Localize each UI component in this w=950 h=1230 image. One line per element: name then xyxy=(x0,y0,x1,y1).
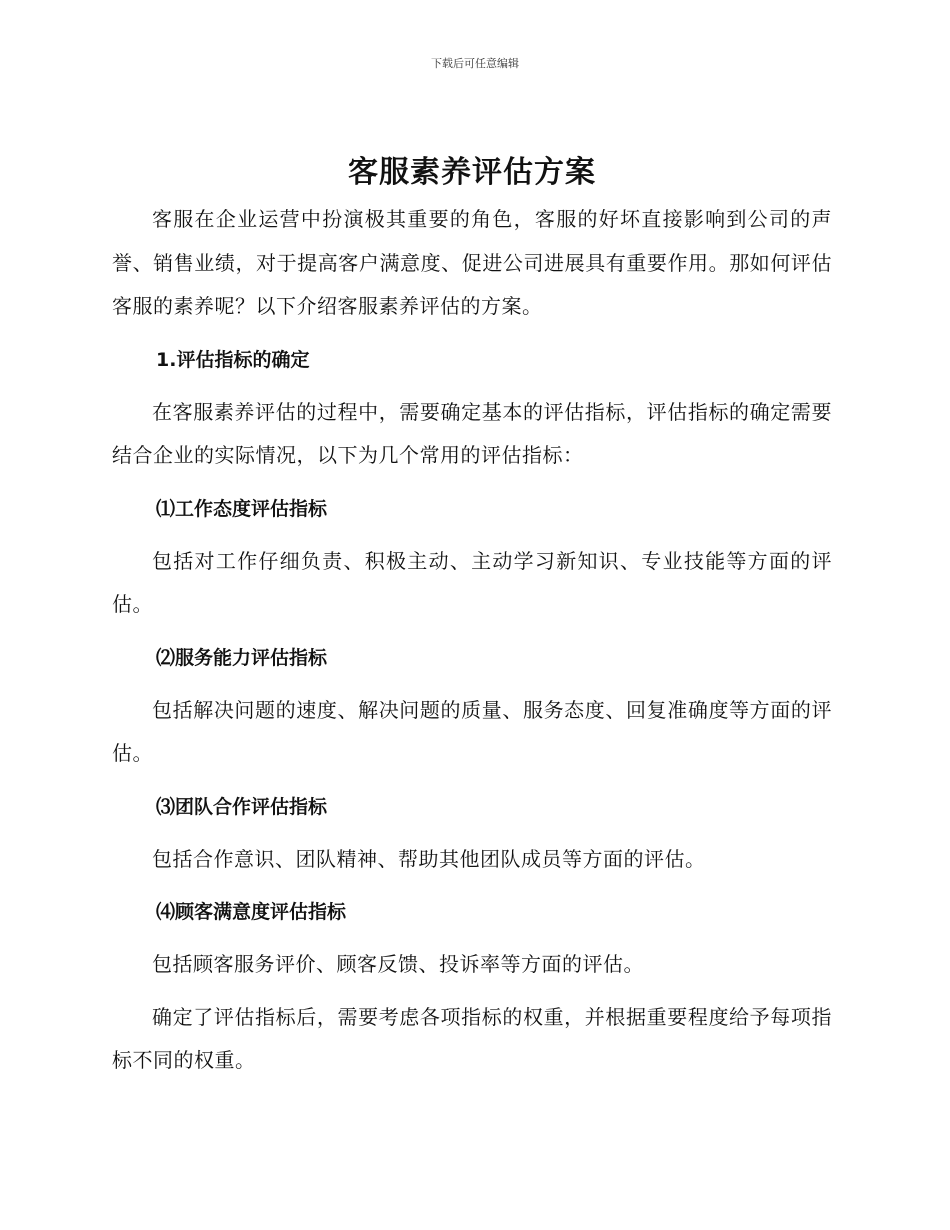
document-body xyxy=(112,150,832,1083)
intro-paragraph: 客服在企业运营中扮演极其重要的角色，客服的好坏直接影响到公司的声誉、销售业绩，对于提高客户满意度、促进公司进展具有重要作用。那如何评估客服的素养呢？以下介绍客服素养评估的方案。 xyxy=(112,207,832,318)
page-header-note: 下载后可任意编辑 xyxy=(431,57,519,70)
indicator-heading: ⑷顾客满意度评估指标 xyxy=(156,901,347,923)
indicator-paragraph: 包括合作意识、团队精神、帮助其他团队成员等方面的评估。 xyxy=(152,846,706,871)
indicator-paragraph: 包括解决问题的速度、解决问题的质量、服务态度、回复准确度等方面的评估。 xyxy=(112,697,832,765)
indicator-paragraph: 包括顾客服务评价、顾客反馈、投诉率等方面的评估。 xyxy=(152,952,644,976)
indicator-heading: ⑵服务能力评估指标 xyxy=(156,646,328,669)
indicator-block-teamwork xyxy=(112,785,832,882)
indicator-heading: ⑴工作态度评估指标 xyxy=(156,497,328,520)
indicator-paragraph: 包括对工作仔细负责、积极主动、主动学习新知识、专业技能等方面的评估。 xyxy=(112,548,832,616)
indicator-block-satisfaction xyxy=(112,890,832,987)
section-paragraph: 在客服素养评估的过程中，需要确定基本的评估指标，评估指标的确定需要结合企业的实际情况，以下为几个常用的评估指标： xyxy=(112,399,832,467)
document-title: 客服素养评估方案 xyxy=(348,155,596,190)
closing-paragraph: 确定了评估指标后，需要考虑各项指标的权重，并根据重要程度给予每项指标不同的权重。 xyxy=(112,1004,832,1072)
section-heading-indicators: 1.评估指标的确定 xyxy=(156,348,310,371)
indicator-block-attitude xyxy=(112,487,832,627)
indicator-heading: ⑶团队合作评估指标 xyxy=(156,795,328,818)
indicator-block-service xyxy=(112,636,832,776)
